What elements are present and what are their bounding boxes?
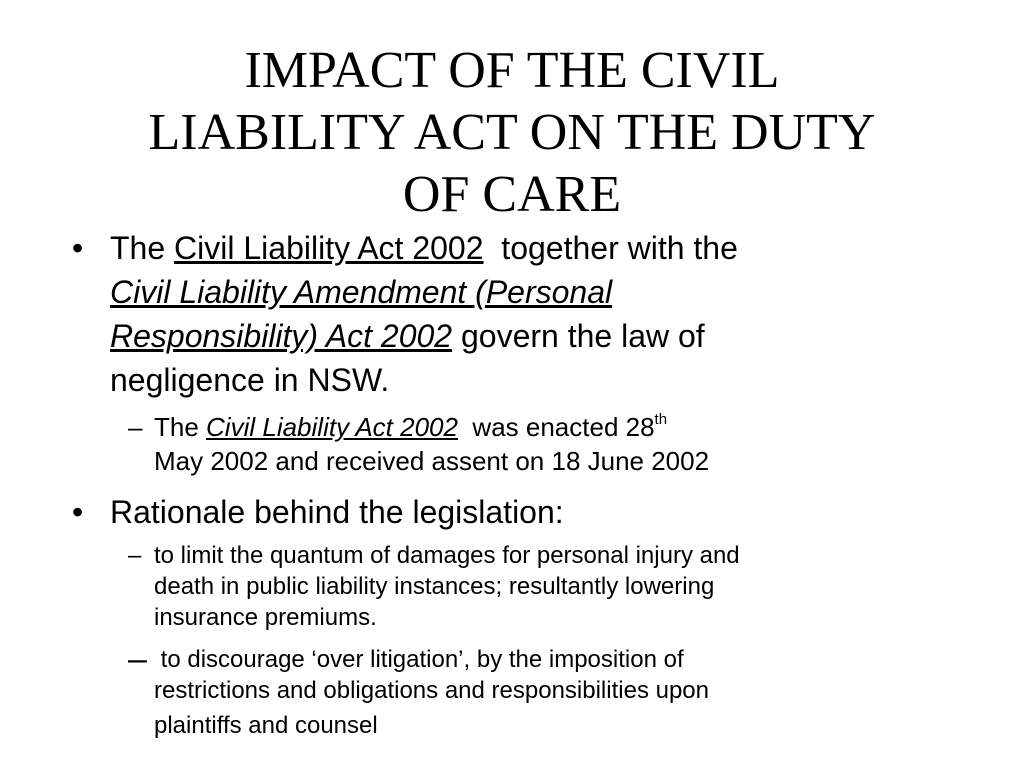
- title-line-1: IMPACT OF THE CIVIL: [244, 42, 780, 99]
- subpoint-line: insurance premiums.: [154, 604, 377, 631]
- dash-marker: –: [128, 640, 147, 678]
- subpoint-line: [154, 410, 914, 444]
- dash-marker: –: [128, 542, 142, 569]
- bullet-line: [110, 226, 940, 270]
- bullet-marker: •: [72, 230, 84, 266]
- bullet-line: [110, 358, 940, 402]
- bullet-text: together with the: [483, 230, 738, 266]
- bullet-marker: •: [72, 494, 84, 530]
- amendment-act-title: Civil Liability Amendment (Personal: [110, 274, 613, 310]
- subpoint-line: [154, 444, 914, 478]
- bullet-content: [110, 226, 940, 402]
- superscript-th: th: [654, 411, 668, 428]
- subpoint-line: death in public liability instances; resultantly lowering: [154, 573, 715, 600]
- dash-marker: –: [128, 412, 143, 442]
- subpoint-content: [154, 410, 914, 478]
- title-line-2: LIABILITY ACT ON THE DUTY: [148, 104, 876, 161]
- act-title-underlined: Civil Liability Act 2002: [174, 230, 484, 266]
- bullet-text: The: [110, 230, 175, 266]
- bullet-content: [110, 490, 940, 534]
- slide-title: [60, 40, 964, 226]
- act-title-italic: Civil Liability Act 2002: [206, 412, 458, 442]
- subpoint-line: to discourage ‘over litigation’, by the imposition of: [154, 646, 684, 673]
- bullet-text: negligence in NSW.: [110, 362, 390, 398]
- subpoint-line: restrictions and obligations and responsibilities upon: [154, 677, 709, 704]
- amendment-act-title-cont: Responsibility) Act 2002: [110, 318, 453, 354]
- bullet-line: Rationale behind the legislation:: [110, 494, 564, 530]
- bullet-text: govern the law of: [452, 318, 705, 354]
- subpoint-content: [154, 644, 914, 741]
- subpoint-text: May 2002 and received assent on 18 June 2002: [154, 446, 710, 476]
- title-line-3: OF CARE: [402, 166, 622, 223]
- subpoint-text: was enacted 28: [457, 412, 655, 442]
- bullet-line: [110, 314, 940, 358]
- subpoint-content: [154, 540, 914, 633]
- bullet-line: [110, 270, 940, 314]
- subpoint-line: to limit the quantum of damages for personal injury and: [154, 542, 740, 569]
- subpoint-line: plaintiffs and counsel: [154, 712, 378, 739]
- subpoint-text: The: [154, 412, 207, 442]
